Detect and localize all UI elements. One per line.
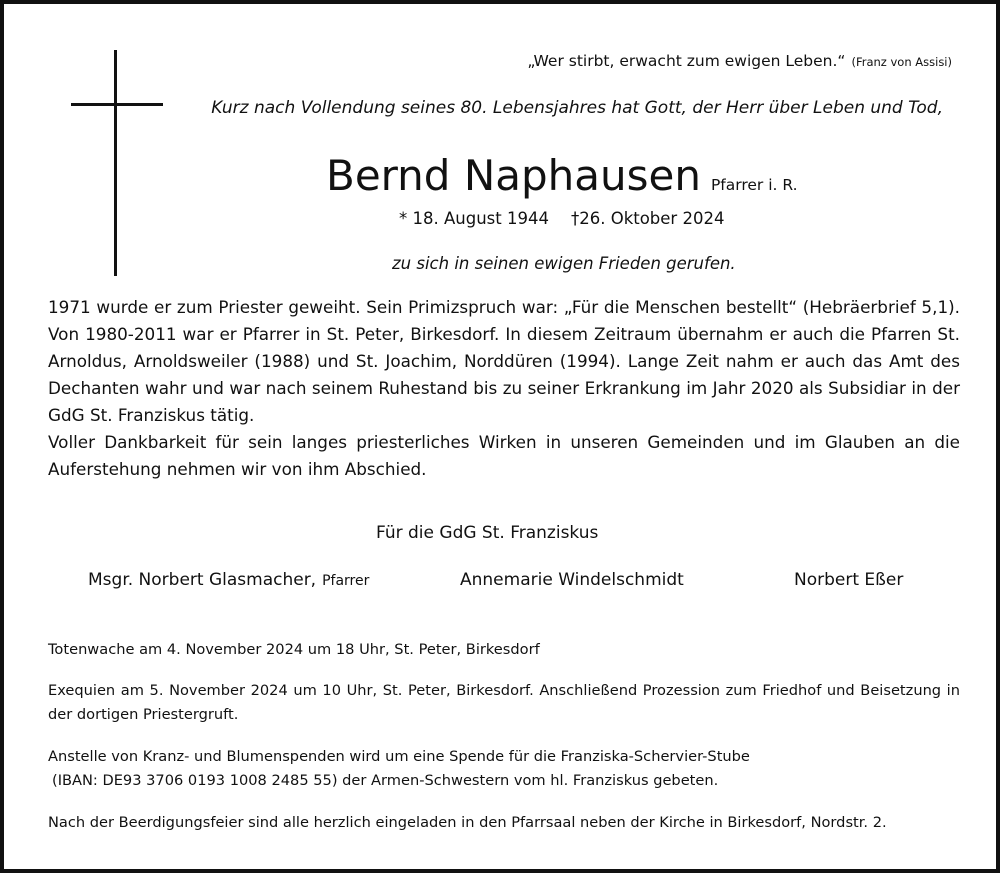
signatory-name: Norbert Eßer: [794, 570, 904, 590]
deceased-name: Bernd Naphausen: [326, 151, 701, 200]
wake-notice: [48, 638, 960, 662]
wake-text: Totenwache am 4. November 2024 um 18 Uhr, St. Peter, Birkesdorf: [48, 641, 540, 658]
quote-text: „Wer stirbt, erwacht zum ewigen Leben.“: [527, 52, 846, 70]
birth-date: * 18. August 1944: [399, 209, 549, 228]
funeral-text: Exequien am 5. November 2024 um 10 Uhr, St. Peter, Birkesdorf. Anschließend Prozession zum Friedhof und Beisetzung in der dortigen Priestergruft.: [48, 682, 960, 723]
deceased-heading: [326, 151, 798, 200]
signatory: [88, 570, 369, 590]
quote-source: (Franz von Assisi): [851, 55, 952, 69]
epigraph-quote: [527, 52, 952, 70]
cross-vertical-bar: [114, 50, 117, 276]
reception-text: Nach der Beerdigungsfeier sind alle herzlich eingeladen in den Pfarrsaal neben der Kirche in Birkesdorf, Nordstr. 2.: [48, 814, 887, 831]
donation-notice: [48, 745, 960, 793]
funeral-notice: [48, 679, 960, 727]
biography-paragraph: 1971 wurde er zum Priester geweiht. Sein Primizspruch war: „Für die Menschen bestellt“ (Hebräerbrief 5,1). Von 1980-2011 war er Pfarrer in St. Peter, Birkesdorf. In diesem Zeitraum übernahm er auch die Pfarren St. Arnoldus, Arnoldsweiler (1988) und St. Joachim, Norddüren (1994). Lange Zeit nahm er auch das Amt des Dechanten wahr und war nach seinem Ruhestand bis zu seiner Erkrankung im Jahr 2020 als Subsidiar in der GdG St. Franziskus tätig.: [48, 297, 960, 425]
signatory-name: Msgr. Norbert Glasmacher,: [88, 570, 317, 590]
cross-horizontal-bar: [71, 103, 163, 106]
biography-paragraph: Voller Dankbarkeit für sein langes priesterliches Wirken in unseren Gemeinden und im Glauben an die Auferstehung nehmen wir von ihm Abschied.: [48, 432, 960, 479]
signatory-name: Annemarie Windelschmidt: [460, 570, 684, 590]
intro-line: Kurz nach Vollendung seines 80. Lebensjahres hat Gott, der Herr über Leben und Tod,: [211, 98, 943, 118]
biography: [48, 294, 960, 483]
signatory-role: Pfarrer: [322, 573, 370, 589]
death-date: †26. Oktober 2024: [570, 209, 725, 228]
parish-line: Für die GdG St. Franziskus: [376, 523, 599, 543]
called-home-line: zu sich in seinen ewigen Frieden gerufen.: [392, 254, 736, 273]
donation-line: Anstelle von Kranz- und Blumenspenden wird um eine Spende für die Franziska-Schervier-Stube: [48, 748, 750, 765]
donation-line: (IBAN: DE93 3706 0193 1008 2485 55) der Armen-Schwestern vom hl. Franziskus gebeten.: [52, 772, 719, 789]
life-dates: [399, 209, 724, 228]
reception-notice: [48, 811, 960, 835]
deceased-title: Pfarrer i. R.: [710, 176, 798, 194]
